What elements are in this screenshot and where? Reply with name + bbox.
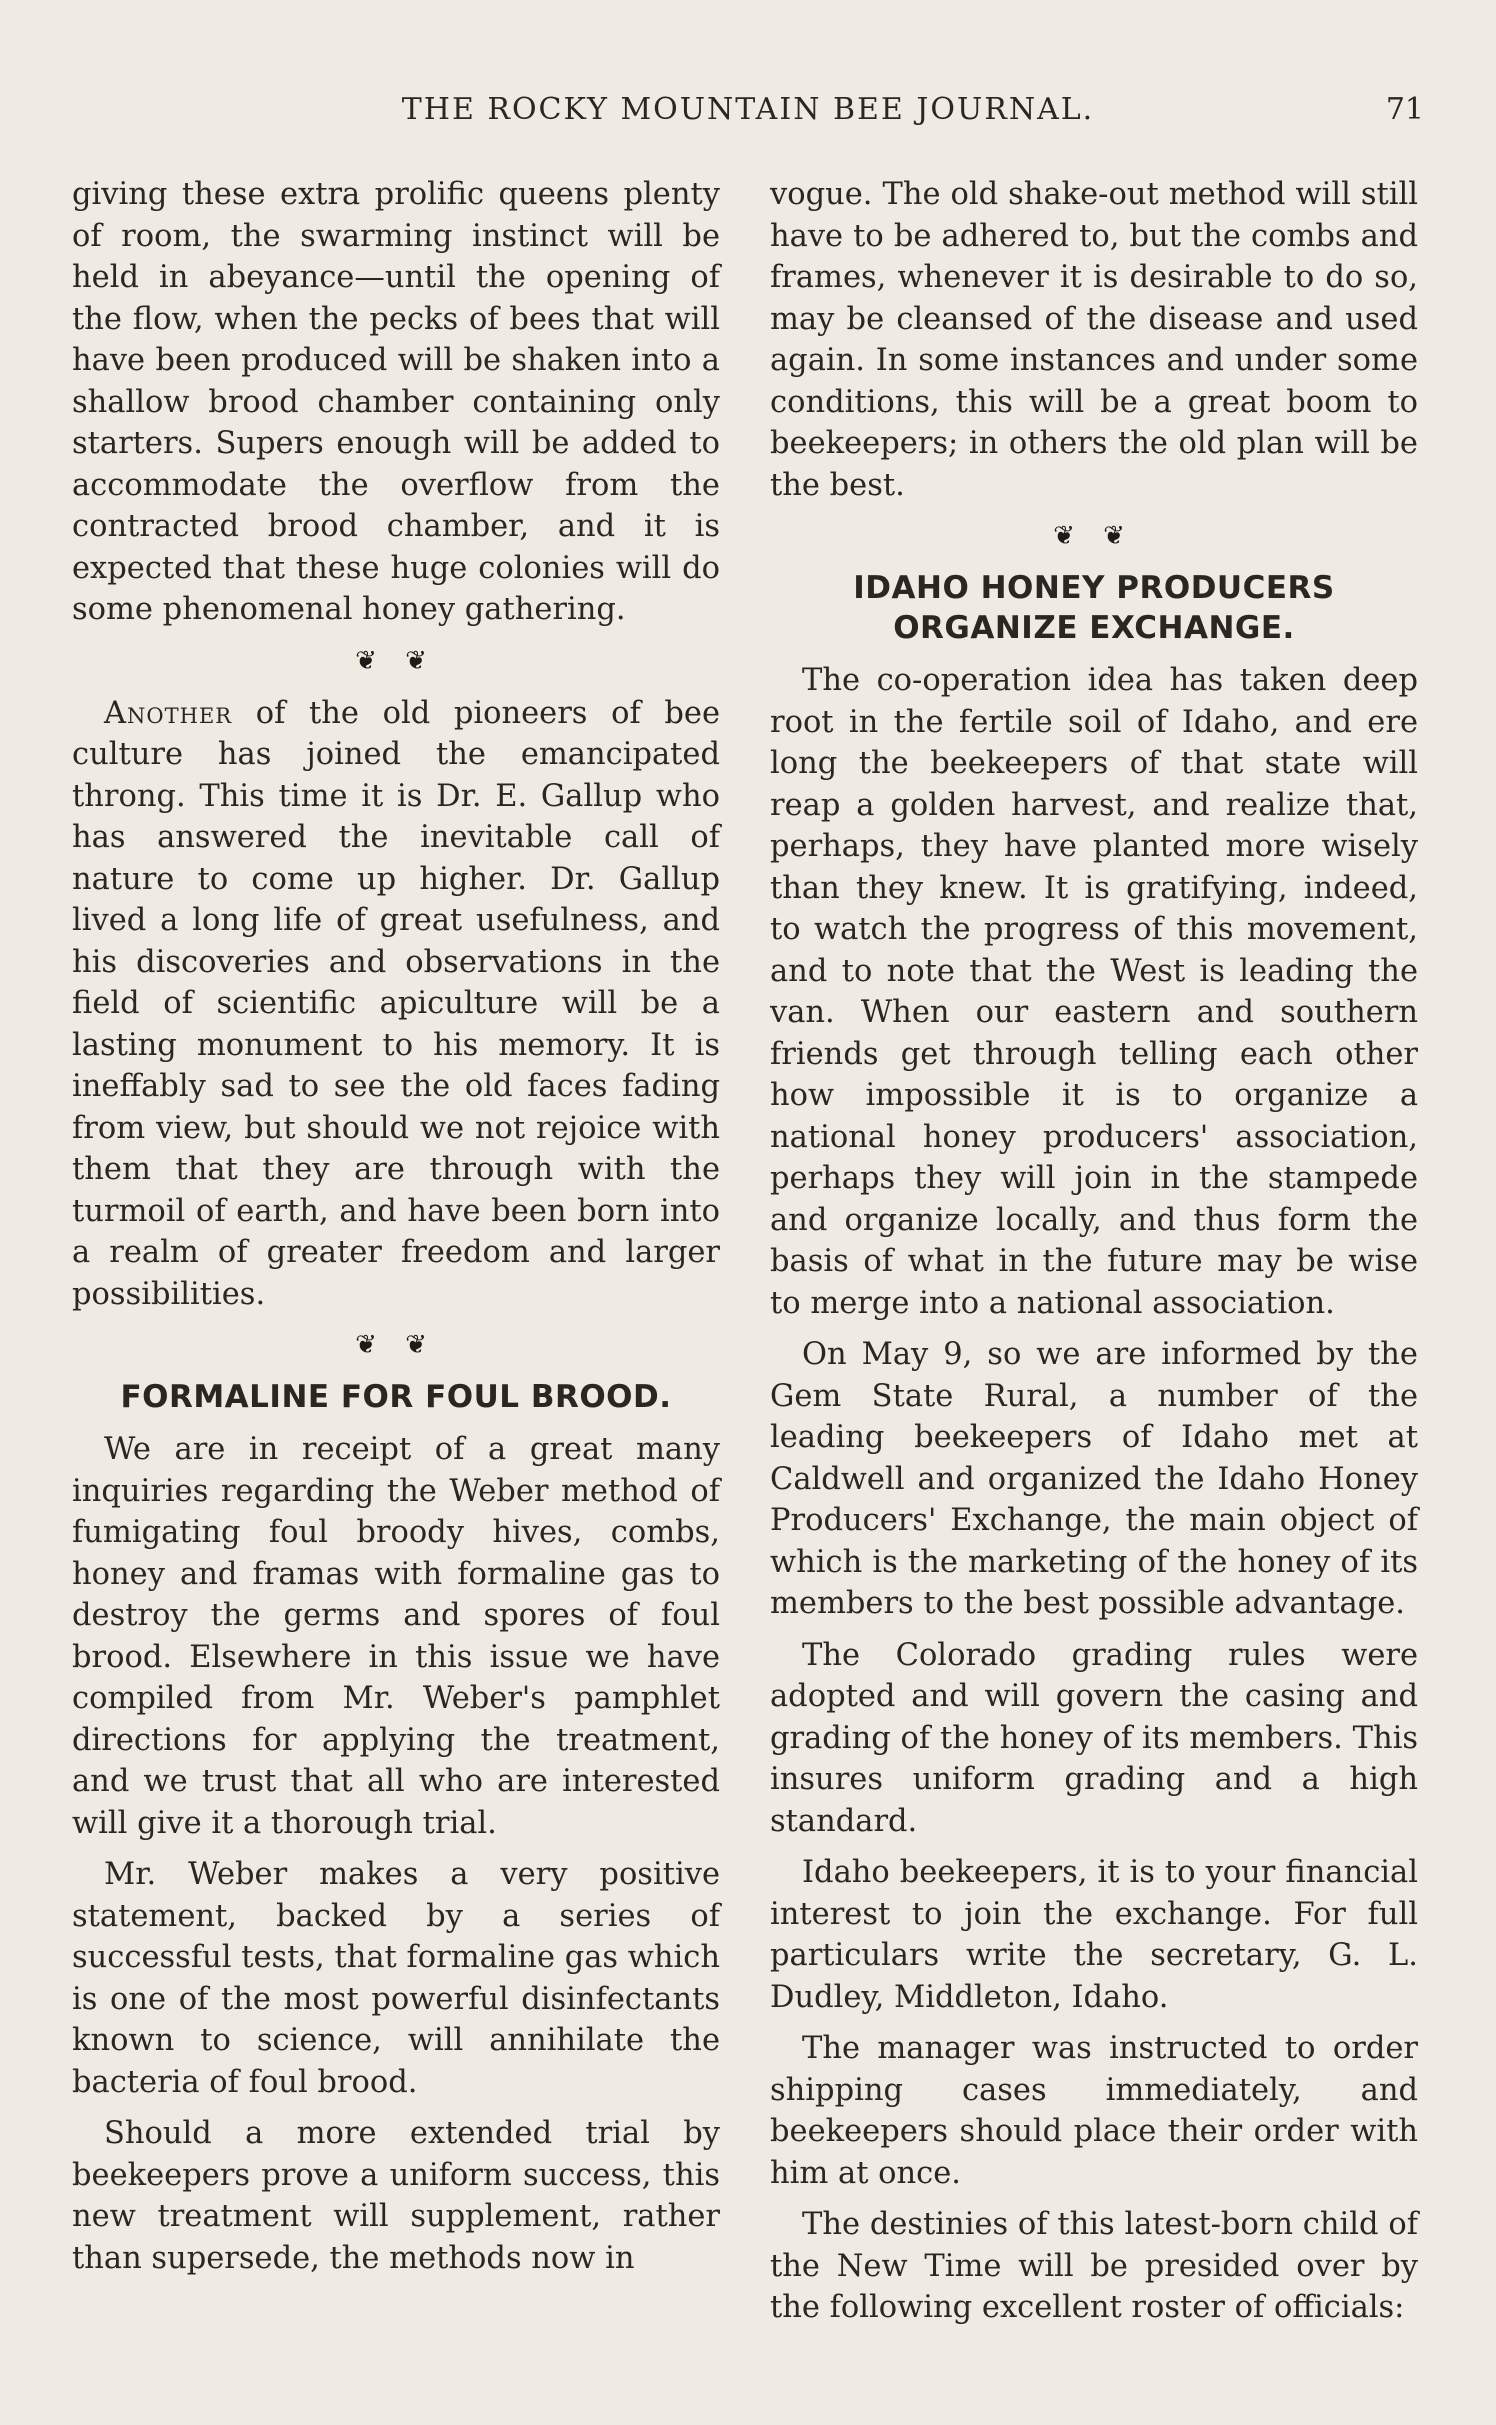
leaf-ornament-icon: ❦ ❦ xyxy=(1053,521,1135,551)
paragraph-shake-out: vogue. The old shake-out method will still have to be adhered to, but the combs and frames, whenever it is desirable to do so, may be cleansed of the disease and used again. In some instances and under some conditions, this will be a great boom to beekeepers; in others the old plan will be the best. xyxy=(770,177,1418,503)
paragraph-shipping-cases: The manager was instructed to order shipping cases immediately, and beekeepers should place their order with him at once. xyxy=(770,2031,1418,2191)
heading-idaho-exchange: IDAHO HONEY PRODUCERS ORGANIZE EXCHANGE. xyxy=(853,570,1335,646)
heading-formaline: FORMALINE FOR FOUL BROOD. xyxy=(120,1379,672,1415)
paragraph-may-meeting: On May 9, so we are informed by the Gem State Rural, a number of the leading beekeepers of Idaho met at Caldwell and organized the Idaho Honey Producers' Exchange, the main object of which is the marketing of the honey of its members to the best possible advantage. xyxy=(770,1337,1418,1621)
page-header xyxy=(72,92,1424,136)
page-number: 71 xyxy=(1385,92,1424,127)
paragraph-cooperation: The co-operation idea has taken deep root in the fertile soil of Idaho, and ere long the beekeepers of that state will reap a golden harvest, and realize that, perhaps, they have planted more wisely than they knew. It is gratifying, indeed, to watch the progress of this movement, and to note that the West is leading the van. When our eastern and southern friends get through telling each other how impossible it is to organize a national honey producers' association, perhaps they will join in the stampede and organize locally, and thus form the basis of what in the future may be wise to merge into a national association. xyxy=(770,663,1418,1321)
paragraph-queens: giving these extra prolific queens plenty of room, the swarming instinct will be held in abeyance—until the opening of the flow, when the pecks of bees that will have been produced will be shaken into a shallow brood chamber containing only starters. Supers enough will be added to accommodate the overflow from the contracted brood chamber, and it is expected that these huge colonies will do some phenomenal honey gathering. xyxy=(72,177,720,627)
leaf-ornament-icon: ❦ ❦ xyxy=(355,645,437,676)
paragraph-gallup xyxy=(72,693,720,1316)
paragraph-lead-word: Another xyxy=(104,695,233,731)
paragraph-gallup-text: of the old pioneers of bee culture has joined the emancipated throng. This time it is Dr. E. Gallup who has answered the inevitable call of nature to come up higher. Dr. Gallup lived a long life of great usefulness, and his discoveries and observations in the field of scientific apiculture will be a lasting monument to his memory. It is ineffably sad to see the old faces fading from view, but should we not rejoice with them that they are through with the turmoil of earth, and have been born into a realm of greater freedom and larger possibilities. xyxy=(72,695,720,1312)
right-column xyxy=(770,174,1418,2339)
paragraph-weber-inquiries: We are in receipt of a great many inquiries regarding the Weber method of fumigating foul broody hives, combs, honey and framas with formaline gas to destroy the germs and spores of foul brood. Elsewhere in this issue we have compiled from Mr. Weber's pamphlet directions for applying the treatment, and we trust that all who are interested will give it a thorough trial. xyxy=(72,1432,720,1841)
paragraph-extended-trial: Should a more extended trial by beekeepers prove a uniform success, this new treatment will supplement, rather than supersede, the methods now in xyxy=(72,2116,720,2276)
running-title: THE ROCKY MOUNTAIN BEE JOURNAL. xyxy=(401,92,1095,127)
left-column xyxy=(72,174,720,2289)
paragraph-weber-statement: Mr. Weber makes a very positive statement, backed by a series of successful tests, that formaline gas which is one of the most powerful disinfectants known to science, will annihilate the bacteria of foul brood. xyxy=(72,1857,721,2100)
paragraph-join-exchange: Idaho beekeepers, it is to your financial interest to join the exchange. For full particulars write the secretary, G. L. Dudley, Middleton, Idaho. xyxy=(770,1855,1418,2015)
paragraph-grading-rules: The Colorado grading rules were adopted and will govern the casing and grading of the honey of its members. This insures uniform grading and a high standard. xyxy=(770,1637,1418,1839)
paragraph-officials: The destinies of this latest-born child of the New Time will be presided over by the following excellent roster of officials: xyxy=(770,2207,1418,2325)
leaf-ornament-icon: ❦ ❦ xyxy=(355,1330,437,1360)
